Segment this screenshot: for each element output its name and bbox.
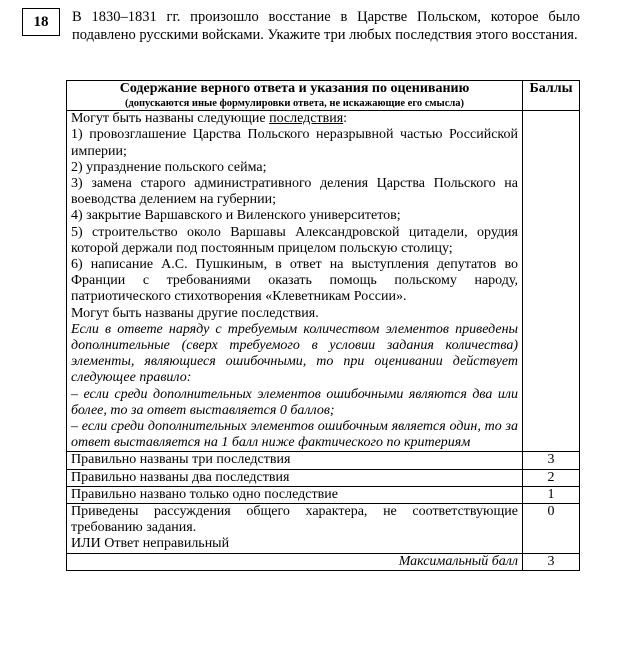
criteria-points: 3 (523, 452, 580, 469)
criteria-text: Правильно названы три последствия (67, 452, 523, 469)
table-header-row (67, 81, 580, 111)
consequence-item: 5) строительство около Варшавы Александровской цитадели, орудия которой держали под постоянным прицелом польскую столицу; (71, 224, 518, 256)
answer-intro: Могут быть названы следующие последствия: (71, 111, 348, 127)
consequence-item: 2) упразднение польского сейма; (71, 159, 267, 175)
question-number: 18 (22, 8, 60, 36)
other-consequences-note: Могут быть названы другие последствия. (71, 305, 319, 321)
criteria-row (67, 452, 580, 469)
answer-cell (67, 111, 523, 452)
max-score-row (67, 553, 580, 570)
criteria-text: Правильно названы два последствия (67, 469, 523, 486)
max-score-points: 3 (523, 553, 580, 570)
header-points-title: Баллы (523, 81, 580, 111)
extra-elements-rule: Если в ответе наряду с требуемым количеством элементов приведены дополнительные (сверх требуемого в условии задания количества) элементы, являющиеся ошибочными, то при оценивании действует следующее правило: (71, 321, 518, 386)
criteria-points: 1 (523, 486, 580, 503)
zero-criteria-row (67, 504, 580, 554)
header-content-cell (67, 81, 523, 111)
consequence-item: 6) написание А.С. Пушкиным, в ответ на выступления депутатов во Франции с требованиями оказать помощь польскому народу, патриотического стихотворения «Клеветникам России». (71, 257, 518, 305)
header-content-subtitle: (допускаются иные формулировки ответа, не искажающие его смысла) (124, 98, 465, 110)
rule-two-or-more: – если среди дополнительных элементов ошибочными являются два или более, то за ответ выставляется 0 баллов; (71, 386, 518, 418)
question-text: В 1830–1831 гг. произошло восстание в Царстве Польском, которое было подавлено русскими войсками. Укажите три любых последствия этого восстания. (72, 9, 580, 43)
zero-criteria-text (67, 504, 523, 554)
consequence-item: 1) провозглашение Царства Польского неразрывной частью Российской империи; (71, 127, 518, 159)
criteria-points: 2 (523, 469, 580, 486)
consequence-item: 4) закрытие Варшавского и Виленского университетов; (71, 208, 401, 224)
header-content-title: Содержание верного ответа и указания по оцениванию (119, 81, 470, 96)
criteria-text: Правильно названо только одно последствие (67, 486, 523, 503)
rule-one: – если среди дополнительных элементов ошибочным является один, то за ответ выставляется на 1 балл ниже фактического по критериям (71, 419, 518, 451)
answer-row (67, 111, 580, 452)
consequence-item: 3) замена старого административного деления Царства Польского на воеводства делением на губернии; (71, 176, 518, 208)
zero-criteria-points: 0 (523, 504, 580, 554)
zero-criteria-line: ИЛИ Ответ неправильный (71, 536, 230, 552)
zero-criteria-line: Приведены рассуждения общего характера, не соответствующие требованию задания. (71, 504, 518, 536)
criteria-row (67, 469, 580, 486)
criteria-row (67, 486, 580, 503)
answer-points-cell (523, 111, 580, 452)
max-score-label: Максимальный балл (67, 553, 523, 570)
scoring-table (66, 80, 580, 571)
